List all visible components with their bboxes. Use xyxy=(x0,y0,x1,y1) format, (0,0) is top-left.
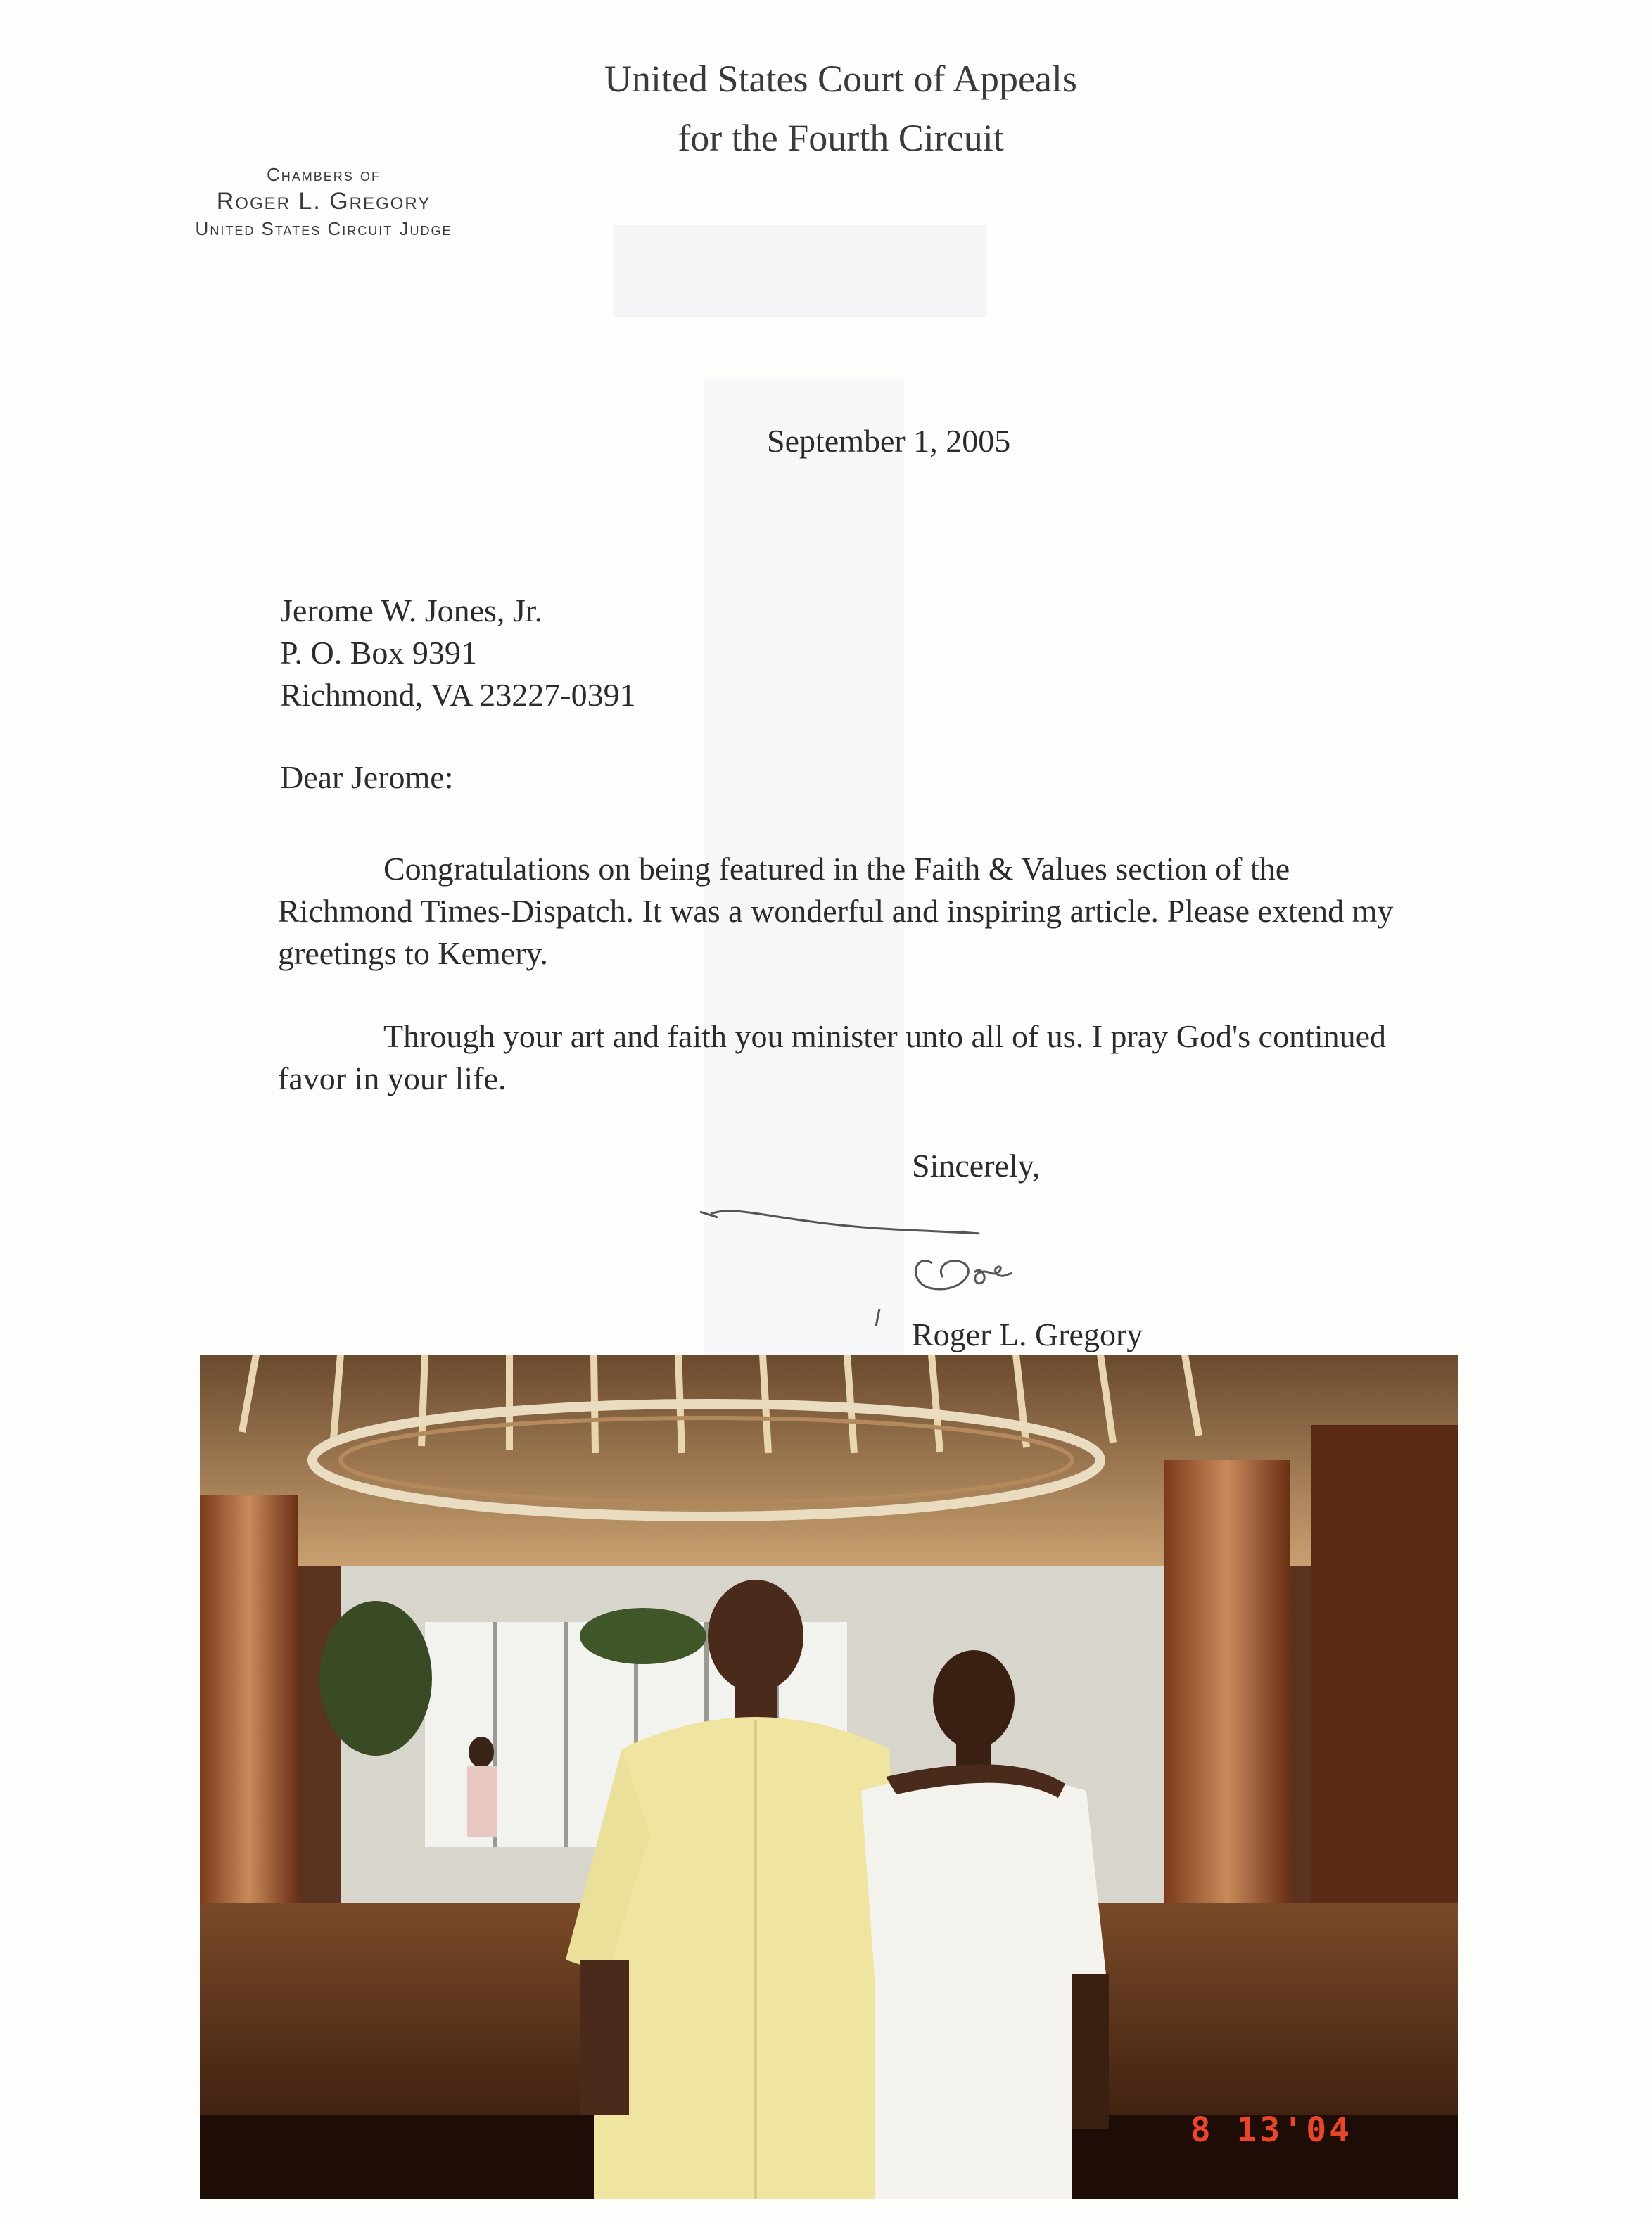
letter-date: September 1, 2005 xyxy=(767,423,1011,459)
recipient-name: Jerome W. Jones, Jr. xyxy=(280,592,543,628)
scan-band xyxy=(614,225,986,317)
court-name: United States Court of Appeals xyxy=(604,58,1077,100)
recipient-box: P. O. Box 9391 xyxy=(280,635,477,671)
circuit-name: for the Fourth Circuit xyxy=(678,117,1004,159)
body-paragraph: Congratulations on being featured in the Faith & Values section of the Richmond Times-Dispatch. It was a wonderful and inspiring article. Please extend my greetings to Kemery. xyxy=(278,851,1394,971)
photo-date-stamp: 8 13'04 xyxy=(1190,2110,1352,2150)
handwritten-signature xyxy=(697,1196,1119,1330)
salutation: Dear Jerome: xyxy=(280,759,454,795)
signer-name: Roger L. Gregory xyxy=(912,1317,1143,1352)
photograph xyxy=(200,1355,1458,2199)
judge-name: Roger L. Gregory xyxy=(216,188,431,215)
body-paragraph: Through your art and faith you minister unto all of us. I pray God's continued favor in your life. xyxy=(278,1018,1387,1096)
judge-title: United States Circuit Judge xyxy=(195,218,452,239)
chambers-block xyxy=(141,163,507,241)
closing: Sincerely, xyxy=(912,1148,1041,1184)
court-heading xyxy=(521,49,1161,167)
recipient-city: Richmond, VA 23227-0391 xyxy=(280,677,636,713)
photo-scene xyxy=(200,1355,1458,2199)
chambers-label: Chambers of xyxy=(266,164,381,185)
recipient-address xyxy=(280,590,636,716)
